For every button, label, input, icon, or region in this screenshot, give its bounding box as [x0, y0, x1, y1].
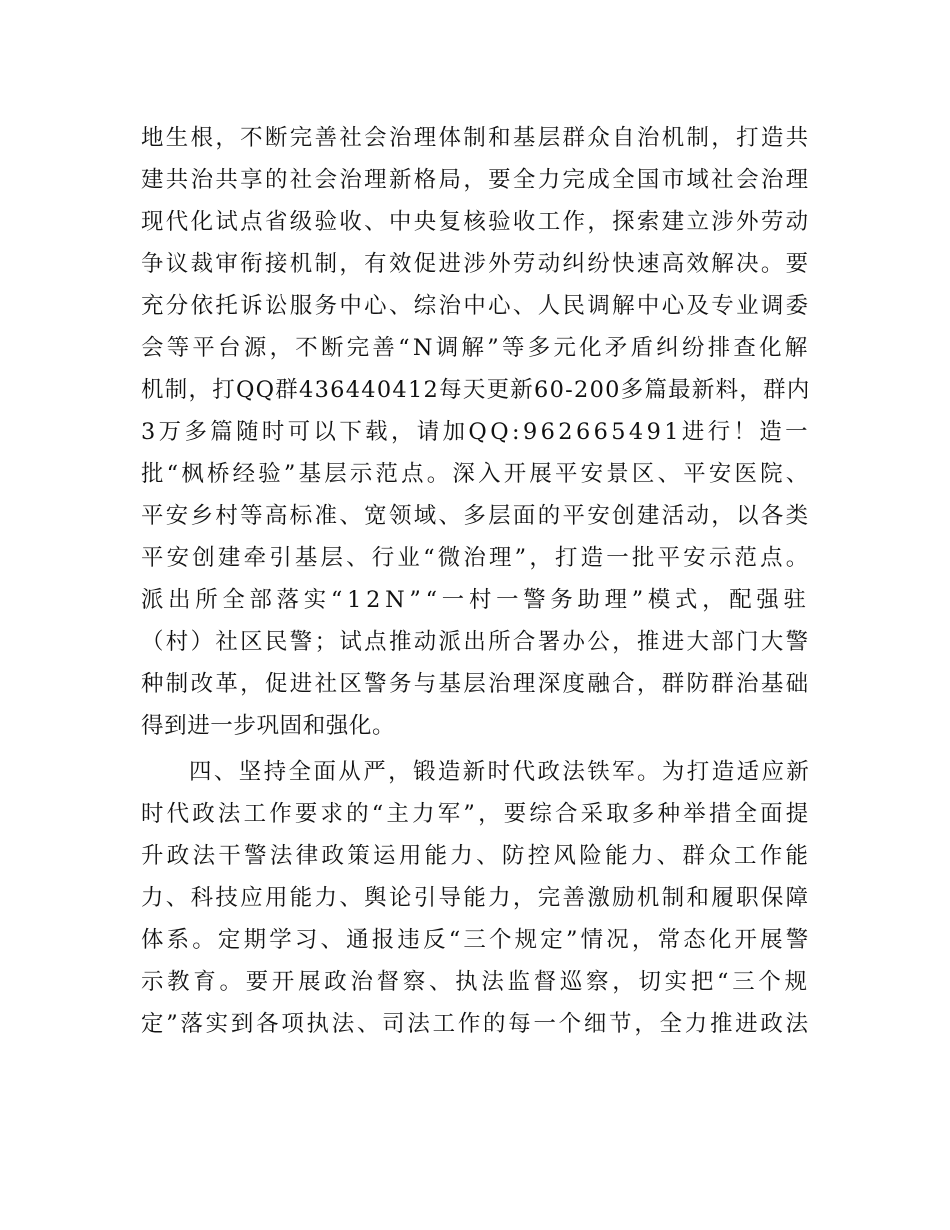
paragraph-2-line-5: 体系。定期学习、通报违反“三个规定”情况，常态化开展警 [141, 927, 812, 953]
paragraph-1-line-14: 种制改革，促进社区警务与基层治理深度融合，群防群治基础 [141, 671, 811, 697]
paragraph-1-line-2: 建共治共享的社会治理新格局，要全力完成全国市域社会治理 [141, 167, 811, 193]
paragraph-1-line-8: 3万多篇随时可以下载，请加QQ:962665491进行！造一 [141, 419, 812, 445]
paragraph-2-line-2: 时代政法工作要求的“主力军”，要综合采取多种举措全面提 [141, 801, 812, 827]
paragraph-1-line-6: 会等平台源，不断完善“N调解”等多元化矛盾纠纷排查化解 [141, 335, 811, 361]
paragraph-2-line-7: 定”落实到各项执法、司法工作的每一个细节，全力推进政法 [141, 1011, 811, 1037]
paragraph-1-line-9: 批“枫桥经验”基层示范点。深入开展平安景区、平安医院、 [141, 461, 812, 487]
paragraph-1-line-5: 充分依托诉讼服务中心、综治中心、人民调解中心及专业调委 [141, 293, 811, 319]
paragraph-1-line-12: 派出所全部落实“12N”“一村一警务助理”模式，配强驻 [141, 587, 811, 613]
paragraph-1-line-1: 地生根，不断完善社会治理体制和基层群众自治机制，打造共 [141, 125, 811, 151]
paragraph-1-line-3: 现代化试点省级验收、中央复核验收工作，探索建立涉外劳动 [141, 209, 811, 235]
paragraph-1-line-15: 得到进一步巩固和强化。 [141, 713, 396, 739]
paragraph-1-line-13: （村）社区民警；试点推动派出所合署办公，推进大部门大警 [141, 629, 811, 655]
paragraph-2-line-1: 四、坚持全面从严，锻造新时代政法铁军。为打造适应新 [189, 759, 812, 785]
paragraph-1-line-10: 平安乡村等高标准、宽领域、多层面的平安创建活动，以各类 [141, 503, 811, 529]
paragraph-2-line-4: 力、科技应用能力、舆论引导能力，完善激励机制和履职保障 [141, 885, 811, 911]
paragraph-2-line-3: 升政法干警法律政策运用能力、防控风险能力、群众工作能 [141, 843, 812, 869]
paragraph-2-line-6: 示教育。要开展政治督察、执法监督巡察，切实把“三个规 [141, 969, 811, 995]
paragraph-1-line-7: 机制，打QQ群436440412每天更新60-200多篇最新料，群内 [141, 377, 811, 403]
paragraph-1-line-4: 争议裁审衔接机制，有效促进涉外劳动纠纷快速高效解决。要 [141, 251, 811, 277]
paragraph-1-line-11: 平安创建牵引基层、行业“微治理”，打造一批平安示范点。 [141, 545, 812, 571]
